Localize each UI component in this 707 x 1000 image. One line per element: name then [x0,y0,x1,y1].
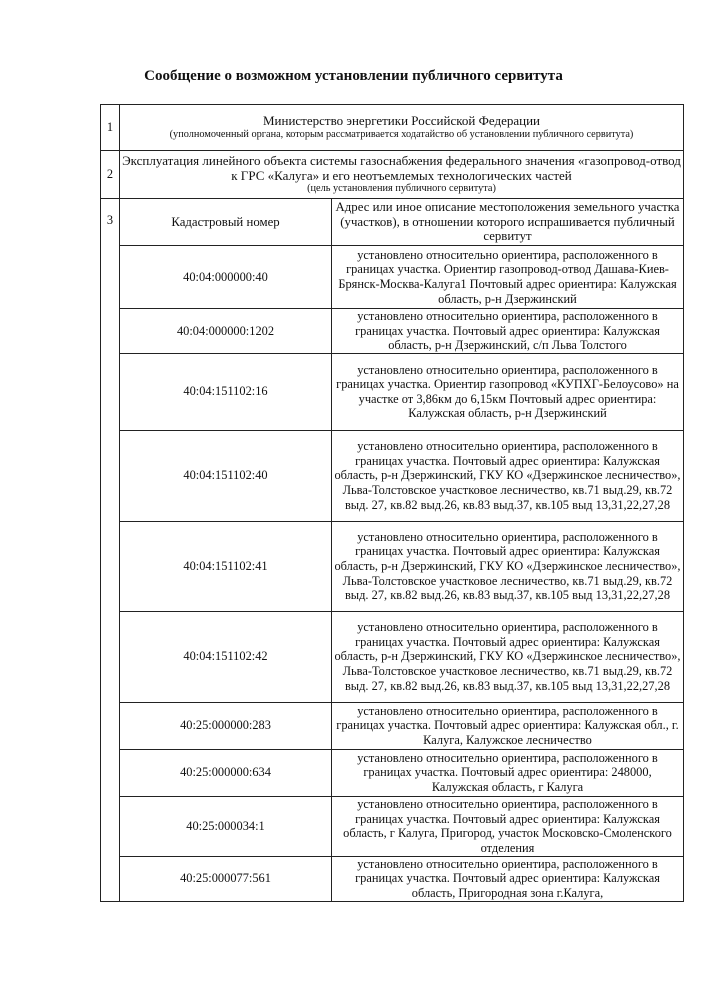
table-row [101,105,684,151]
authority-cell [120,105,684,151]
parcel-row [101,430,684,521]
parcel-address: установлено относительно ориентира, расположенного в границах участка. Почтовый адрес ориентира: Калужская область, г Калуга, Пригород, участок Московско-Смоленского отделения [332,796,684,856]
purpose-note: (цель установления публичного сервитута) [307,183,496,195]
parcel-address: установлено относительно ориентира, расположенного в границах участка. Ориентир газопровод «КУПХГ-Белоусово» на участке от 3,86км до 6,15км Почтовый адрес ориентира: Калужская область, р-н Дзержинский [332,353,684,430]
cadastral-number: 40:04:151102:40 [120,430,332,521]
cadastral-number: 40:04:151102:42 [120,611,332,702]
row-number: 1 [101,105,120,151]
parcel-address: установлено относительно ориентира, расположенного в границах участка. Почтовый адрес ориентира: Калужская область, р-н Дзержинский, с/п Льва Толстого [332,309,684,354]
column-header-address: Адрес или иное описание местоположения земельного участка (участков), в отношении которого испрашивается публичный сервитут [332,199,684,246]
cadastral-number: 40:04:151102:41 [120,521,332,611]
cadastral-number: 40:25:000034:1 [120,796,332,856]
parcel-row [101,796,684,856]
parcel-row [101,856,684,901]
parcel-address: установлено относительно ориентира, расположенного в границах участка. Почтовый адрес ориентира: Калужская обл., г. Калуга, Калужское лесничество [332,702,684,749]
parcel-row [101,521,684,611]
parcel-address: установлено относительно ориентира, расположенного в границах участка. Почтовый адрес ориентира: Калужская область, Пригородная зона г.Калуга, [332,856,684,901]
parcel-address: установлено относительно ориентира, расположенного в границах участка. Ориентир газопровод-отвод Дашава-Киев-Брянск-Москва-Калуга1 Почтовый адрес ориентира: Калужская область, р-н Дзержинский [332,246,684,309]
parcel-row [101,611,684,702]
parcel-row [101,309,684,354]
parcel-row [101,749,684,796]
row-number: 3 [101,199,120,902]
cadastral-number: 40:25:000077:561 [120,856,332,901]
parcel-row [101,246,684,309]
cadastral-number: 40:04:000000:1202 [120,309,332,354]
document-title: Сообщение о возможном установлении публичного сервитута [144,68,563,84]
authority-note: (уполномоченный органа, которым рассматривается ходатайство об установлении публичного сервитута) [169,128,634,140]
cadastral-number: 40:04:000000:40 [120,246,332,309]
table-row [101,199,684,246]
parcel-address: установлено относительно ориентира, расположенного в границах участка. Почтовый адрес ориентира: Калужская область, р-н Дзержинский, ГКУ КО «Дзержинское лесничество», Льва-Толстовское участковое лесничество, кв.71 выд.29, кв.72 выд. 27, кв.82 выд.26, кв.83 выд.37, кв.105 выд 13,31,22,27,28 [332,521,684,611]
column-header-cadastral: Кадастровый номер [120,199,332,246]
servitude-table [100,104,684,902]
parcel-address: установлено относительно ориентира, расположенного в границах участка. Почтовый адрес ориентира: 248000, Калужская область, г Калуга [332,749,684,796]
cadastral-number: 40:25:000000:634 [120,749,332,796]
cadastral-number: 40:25:000000:283 [120,702,332,749]
parcel-row [101,353,684,430]
parcel-address: установлено относительно ориентира, расположенного в границах участка. Почтовый адрес ориентира: Калужская область, р-н Дзержинский, ГКУ КО «Дзержинское лесничество», Льва-Толстовское участковое лесничество, кв.71 выд.29, кв.72 выд. 27, кв.82 выд.26, кв.83 выд.37, кв.105 выд 13,31,22,27,28 [332,430,684,521]
purpose-text: Эксплуатация линейного объекта системы газоснабжения федерального значения «газопровод-отвод к ГРС «Калуга» и его неотъемлемых технологических частей [122,152,681,183]
cadastral-number: 40:04:151102:16 [120,353,332,430]
table-row [101,151,684,199]
parcel-row [101,702,684,749]
purpose-cell [120,151,684,199]
row-number: 2 [101,151,120,199]
parcel-address: установлено относительно ориентира, расположенного в границах участка. Почтовый адрес ориентира: Калужская область, р-н Дзержинский, ГКУ КО «Дзержинское лесничество», Льва-Толстовское участковое лесничество, кв.71 выд.29, кв.72 выд. 27, кв.82 выд.26, кв.83 выд.37, кв.105 выд 13,31,22,27,28 [332,611,684,702]
authority-name: Министерство энергетики Российской Федерации [262,113,540,129]
